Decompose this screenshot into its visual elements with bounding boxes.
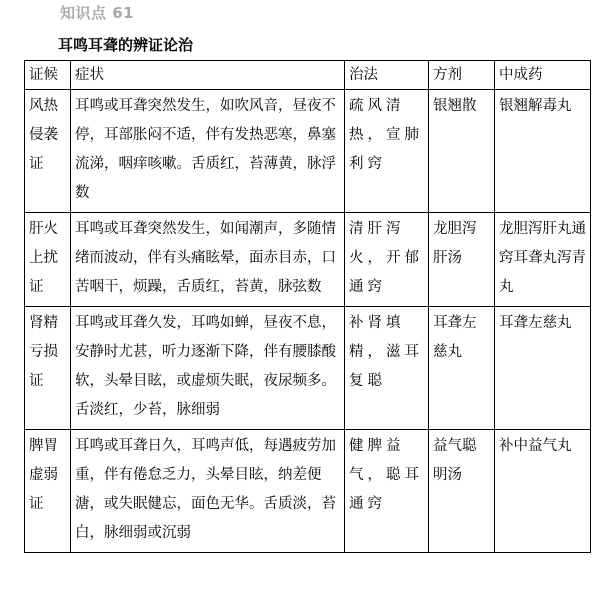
cell-syndrome: 脾胃虚弱证 xyxy=(25,430,71,553)
table-row xyxy=(25,307,591,430)
cell-symptoms: 耳鸣或耳聋日久，耳鸣声低，每遇疲劳加重，伴有倦怠乏力，头晕目眩，纳差便溏，或失眠健忘，面色无华。舌质淡，苔白，脉细弱或沉弱 xyxy=(71,430,345,553)
header-patent-medicine: 中成药 xyxy=(495,61,591,90)
table-row xyxy=(25,213,591,307)
cell-patent-medicine: 耳聋左慈丸 xyxy=(495,307,591,430)
cell-treatment: 疏风清热，宣肺利窍 xyxy=(345,90,429,213)
header-syndrome: 证候 xyxy=(25,61,71,90)
cell-syndrome: 风热侵袭证 xyxy=(25,90,71,213)
cell-treatment: 清肝泻火，开郁通窍 xyxy=(345,213,429,307)
header-treatment: 治法 xyxy=(345,61,429,90)
table-header-row xyxy=(25,61,591,90)
cell-patent-medicine: 龙胆泻肝丸通窍耳聋丸泻青丸 xyxy=(495,213,591,307)
cell-treatment: 健脾益气，聪耳通窍 xyxy=(345,430,429,553)
cell-symptoms: 耳鸣或耳聋久发，耳鸣如蝉，昼夜不息，安静时尤甚，听力逐渐下降，伴有腰膝酸软，头晕目眩，或虚烦失眠，夜尿频多。舌淡红，少苔，脉细弱 xyxy=(71,307,345,430)
cell-formula: 龙胆泻肝汤 xyxy=(429,213,495,307)
cell-treatment: 补肾填精，滋耳复聪 xyxy=(345,307,429,430)
document-title: 耳鸣耳聋的辨证论治 xyxy=(58,36,194,54)
cell-patent-medicine: 银翘解毒丸 xyxy=(495,90,591,213)
cell-symptoms: 耳鸣或耳聋突然发生，如闻潮声，多随情绪而波动，伴有头痛眩晕，面赤目赤，口苦咽干，烦躁，舌质红，苔黄，脉弦数 xyxy=(71,213,345,307)
table-row xyxy=(25,430,591,553)
cell-formula: 耳聋左慈丸 xyxy=(429,307,495,430)
header-symptoms: 症状 xyxy=(71,61,345,90)
cell-syndrome: 肝火上扰证 xyxy=(25,213,71,307)
table-row xyxy=(25,90,591,213)
syndrome-treatment-table xyxy=(24,60,591,553)
cell-patent-medicine: 补中益气丸 xyxy=(495,430,591,553)
cell-symptoms: 耳鸣或耳聋突然发生，如吹风音，昼夜不停，耳部胀闷不适，伴有发热恶寒，鼻塞流涕，咽痒咳嗽。舌质红，苔薄黄，脉浮数 xyxy=(71,90,345,213)
cell-syndrome: 肾精亏损证 xyxy=(25,307,71,430)
cell-formula: 益气聪明汤 xyxy=(429,430,495,553)
cell-formula: 银翘散 xyxy=(429,90,495,213)
header-formula: 方剂 xyxy=(429,61,495,90)
knowledge-point-label: 知识点 61 xyxy=(60,4,135,22)
